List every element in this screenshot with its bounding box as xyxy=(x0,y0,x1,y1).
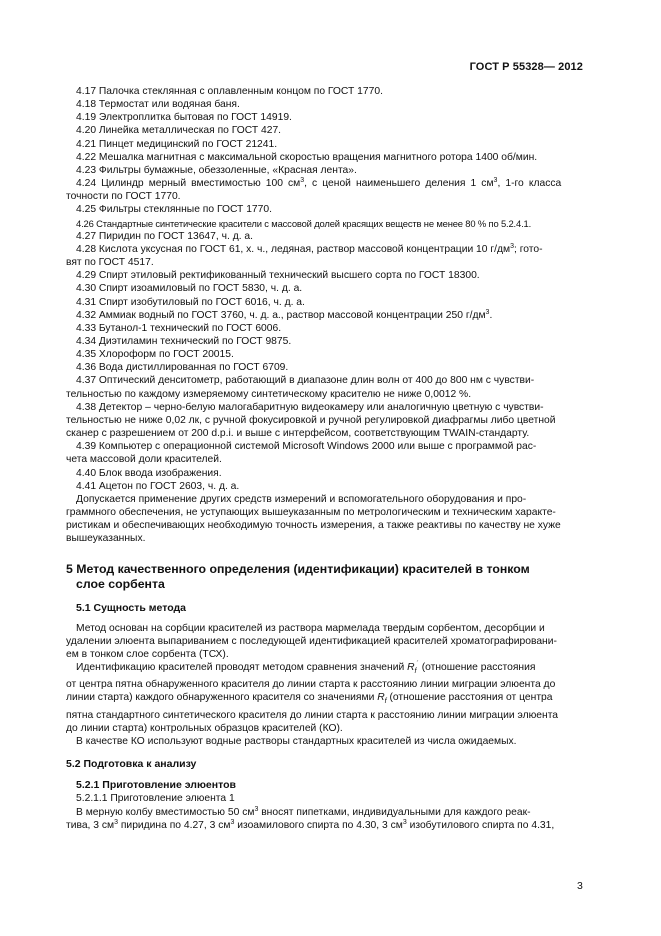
list-item: 4.40 Блок ввода изображения. xyxy=(76,467,222,479)
list-item: 4.36 Вода дистиллированная по ГОСТ 6709. xyxy=(76,362,289,374)
list-item: 4.34 Диэтиламин технический по ГОСТ 9875. xyxy=(76,335,292,347)
list-item: 4.20 Линейка металлическая по ГОСТ 427. xyxy=(76,125,282,137)
page-number: 3 xyxy=(577,880,583,892)
section-5-1-title: 5.1 Сущность метода xyxy=(76,602,187,615)
list-item: 4.27 Пиридин по ГОСТ 13647, ч. д. а. xyxy=(76,230,254,242)
section-5-2-1-1-title: 5.2.1.1 Приготовление элюента 1 xyxy=(76,793,235,805)
list-item: 4.26 Стандартные синтетические красители с массовой долей красящих веществ не менее 80 % по 5.2.4.1. xyxy=(76,217,532,229)
list-item-continuation: тельностью не ниже 0,02 лк, с ручной фокусировкой и ручной регулировкой диафрагмы либо цветной xyxy=(66,414,556,426)
section-5-1-paragraph-3: В качестве КО используют водные растворы стандартных красителей из числа ожидаемых. xyxy=(76,735,517,747)
list-item-continuation: чета массовой доли красителей. xyxy=(66,454,222,466)
list-item: 4.22 Мешалка магнитная с максимальной скоростью вращения магнитного ротора 1400 об/мин. xyxy=(76,151,538,163)
section-5-2-1-title: 5.2.1 Приготовление элюентов xyxy=(76,779,236,792)
list-item: 4.41 Ацетон по ГОСТ 2603, ч. д. а. xyxy=(76,480,240,492)
list-item: 4.30 Спирт изоамиловый по ГОСТ 5830, ч. д. а. xyxy=(76,283,303,295)
list-item: 4.39 Компьютер с операционной системой Microsoft Windows 2000 или выше с программой рас- xyxy=(76,441,537,453)
equipment-list xyxy=(66,85,584,493)
list-item: 4.24 Цилиндр мерный вместимостью 100 $см^3$, с ценой наименьшего деления 1 $см^3$, 1-го класса xyxy=(76,177,562,190)
list-item: 4.31 Спирт изобутиловый по ГОСТ 6016, ч. д. а. xyxy=(76,296,305,308)
page-header: ГОСТ Р 55328— 2012 xyxy=(469,61,583,73)
list-item: 4.23 Фильтры бумажные, обеззоленные, «Красная лента». xyxy=(76,164,357,176)
section-5-1-paragraph-2: Идентификацию красителей проводят методом сравнения значений $R_f^´$ (отношение расстояния от центра пятна обнаруженного красителя до линии старта к расстоянию линии миграции элюента до линии старта) каждого обнаруженного красителя со значениями $R_f$ (отношение расстояния от центра пятна стандартного синтетического красителя до линии старта к расстоянию линии миграции элюента до линии старта) контрольных образцов красителей (КО). xyxy=(66,661,559,734)
list-item: 4.35 Хлороформ по ГОСТ 20015. xyxy=(76,349,234,361)
allowance-paragraph: Допускается применение других средств измерений и вспомогательного оборудования и про- граммного обеспечения, не уступающих вышеуказанным по метрологическим и техническим характе- ристикам и обеспечивающих необходимую точность измерения, а также реактивы по качеству не хуже вышеуказанных. xyxy=(66,493,561,545)
section-5-1-paragraph-1: Метод основан на сорбции красителей из раствора мармелада твердым сорбентом, десорбции и удалении элюента выпариванием с последующей идентификацией красителей хроматографировани- ем в тонком слое сорбента (ТСХ). xyxy=(66,622,557,660)
list-item: 4.32 Аммиак водный по ГОСТ 3760, ч. д. а., раствор массовой концентрации 250 $г/дм^3$. xyxy=(76,308,493,321)
list-item: 4.33 Бутанол-1 технический по ГОСТ 6006. xyxy=(76,322,282,334)
list-item: 4.25 Фильтры стеклянные по ГОСТ 1770. xyxy=(76,204,272,216)
list-item: 4.38 Детектор – черно-белую малогабаритную видеокамеру или аналогичную цветную с чувстви- xyxy=(76,401,544,413)
section-5-2-1-1-paragraph: В мерную колбу вместимостью 50 $см^3$ вносят пипетками, индивидуальными для каждого реак- тива, 3 $см^3$ пиридина по 4.27, 3 $см^3$ изоамилового спирта по 4.30, 3 $см^3$ изобутилового спирта по 4.31, xyxy=(66,805,555,831)
list-item: 4.18 Термостат или водяная баня. xyxy=(76,99,240,111)
list-item: 4.37 Оптический денситометр, работающий в диапазоне длин волн от 400 до 800 нм с чувстви- xyxy=(76,375,535,387)
list-item: 4.17 Палочка стеклянная с оплавленным концом по ГОСТ 1770. xyxy=(76,86,383,97)
list-item-continuation: сканер с разрешением от 200 d.p.i. и выше с интерфейсом, соответствующим TWAIN-стандарту. xyxy=(66,428,530,440)
list-item: 4.19 Электроплитка бытовая по ГОСТ 14919. xyxy=(76,112,292,124)
section-5-title: 5 Метод качественного определения (идентификации) красителей в тонком слое сорбента xyxy=(66,562,530,591)
list-item-continuation: вят по ГОСТ 4517. xyxy=(66,257,154,269)
list-item: 4.29 Спирт этиловый ректификованный технический высшего сорта по ГОСТ 18300. xyxy=(76,270,480,282)
section-5-2-title: 5.2 Подготовка к анализу xyxy=(66,758,197,771)
list-item-continuation: тельностью по каждому измеряемому синтетическому красителю не ниже 0,0012 %. xyxy=(66,388,472,400)
list-item: 4.28 Кислота уксусная по ГОСТ 61, х. ч., ледяная, раствор массовой концентрации 10 $г/дм^3$; гото- xyxy=(76,242,543,255)
list-item-continuation: точности по ГОСТ 1770. xyxy=(66,191,181,203)
list-item: 4.21 Пинцет медицинский по ГОСТ 21241. xyxy=(76,138,278,150)
document-body xyxy=(66,85,584,832)
